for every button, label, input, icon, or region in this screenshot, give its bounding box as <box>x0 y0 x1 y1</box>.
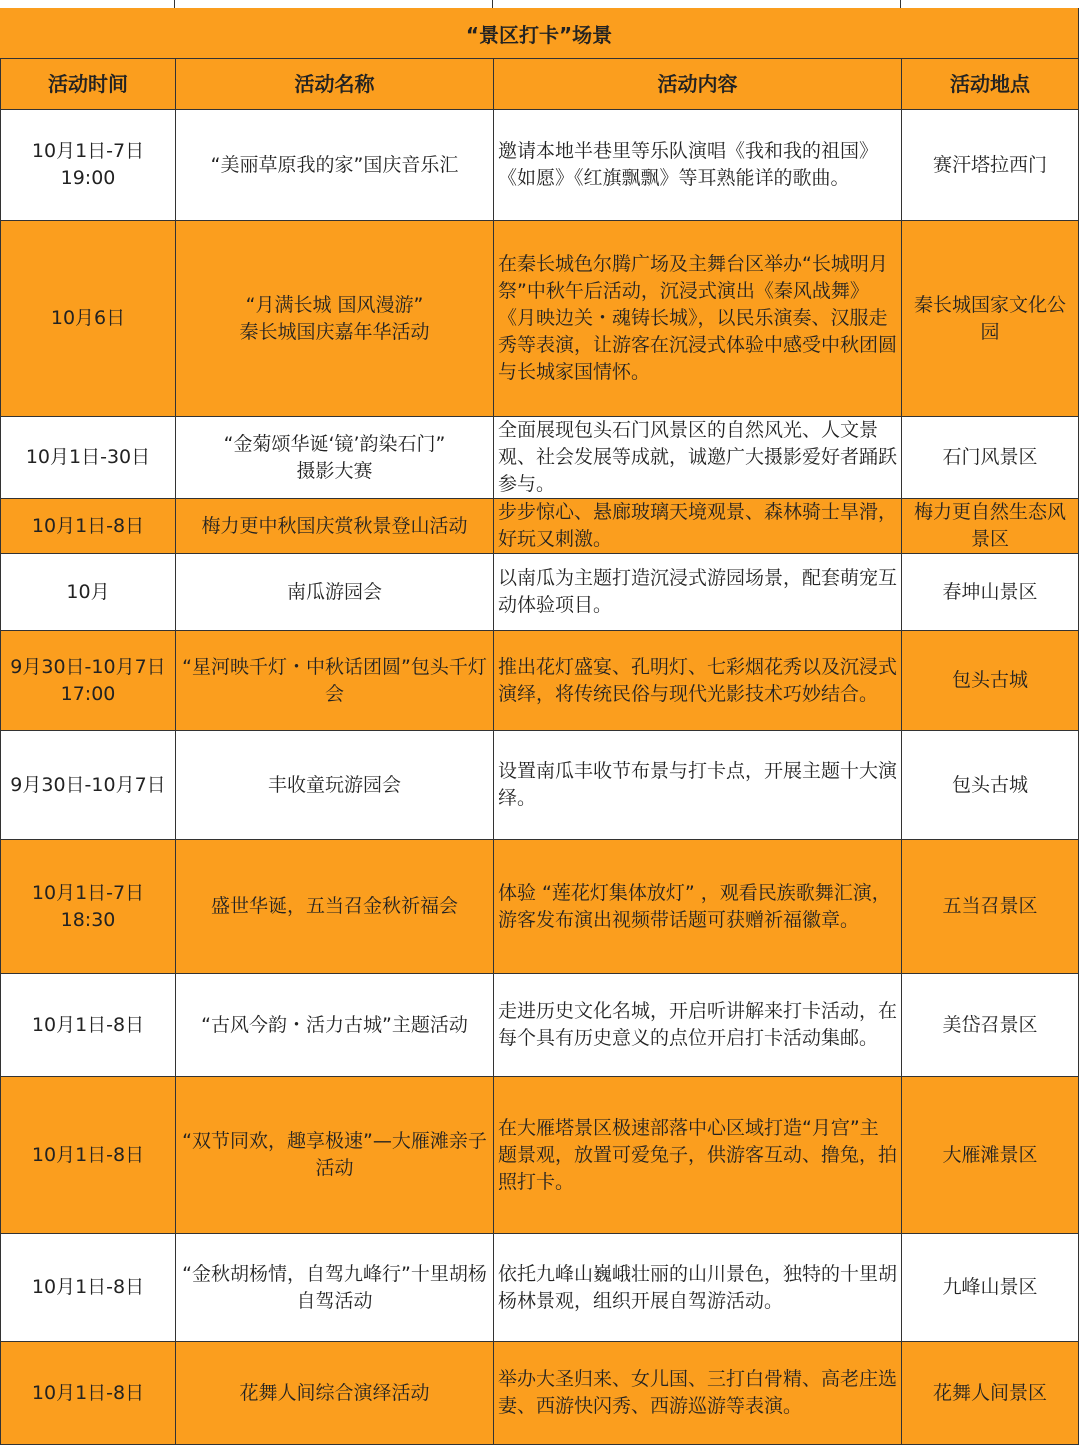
activity-name: “月满长城 国风漫游” 秦长城国庆嘉年华活动 <box>176 221 494 417</box>
activity-content: 推出花灯盛宴、孔明灯、七彩烟花秀以及沉浸式演绎，将传统民俗与现代光影技术巧妙结合。 <box>494 631 902 731</box>
table-row <box>1 731 1079 840</box>
activity-name: “双节同欢，趣享极速”—大雁滩亲子活动 <box>176 1077 494 1234</box>
activity-content: 体验 “莲花灯集体放灯” ，观看民族歌舞汇演，游客发布演出视频带话题可获赠祈福徽章。 <box>494 840 902 974</box>
activity-place: 赛汗塔拉西门 <box>902 110 1079 221</box>
activity-time: 10月1日-30日 <box>1 417 176 499</box>
table-header-row <box>1 59 1079 110</box>
table-row <box>1 840 1079 974</box>
activity-place: 梅力更自然生态风景区 <box>902 499 1079 554</box>
activity-name: “金秋胡杨情，自驾九峰行”十里胡杨自驾活动 <box>176 1234 494 1342</box>
activity-content: 步步惊心、悬廊玻璃天境观景、森林骑士旱滑，好玩又刺激。 <box>494 499 902 554</box>
activity-name: 盛世华诞，五当召金秋祈福会 <box>176 840 494 974</box>
activity-place: 大雁滩景区 <box>902 1077 1079 1234</box>
activity-time: 10月1日-8日 <box>1 974 176 1077</box>
activity-content: 设置南瓜丰收节布景与打卡点，开展主题十大演绎。 <box>494 731 902 840</box>
table-row <box>1 1234 1079 1342</box>
activity-time: 10月6日 <box>1 221 176 417</box>
activity-content: 邀请本地半巷里等乐队演唱《我和我的祖国》《如愿》《红旗飘飘》等耳熟能详的歌曲。 <box>494 110 902 221</box>
header-time: 活动时间 <box>1 59 176 110</box>
activity-place: 石门风景区 <box>902 417 1079 499</box>
header-name: 活动名称 <box>176 59 494 110</box>
activity-name: “美丽草原我的家”国庆音乐汇 <box>176 110 494 221</box>
activity-content: 依托九峰山巍峨壮丽的山川景色，独特的十里胡杨林景观，组织开展自驾游活动。 <box>494 1234 902 1342</box>
activity-place: 秦长城国家文化公园 <box>902 221 1079 417</box>
table-row <box>1 631 1079 731</box>
activity-place: 五当召景区 <box>902 840 1079 974</box>
table-row <box>1 554 1079 631</box>
activity-name: “古风今韵・活力古城”主题活动 <box>176 974 494 1077</box>
activity-content: 全面展现包头石门风景区的自然风光、人文景观、社会发展等成就，诚邀广大摄影爱好者踊跃参与。 <box>494 417 902 499</box>
activity-place: 美岱召景区 <box>902 974 1079 1077</box>
activity-time: 10月1日-7日 18:30 <box>1 840 176 974</box>
activity-time: 10月1日-8日 <box>1 499 176 554</box>
activity-name: 花舞人间综合演绎活动 <box>176 1342 494 1445</box>
table-row <box>1 1342 1079 1445</box>
activity-place: 花舞人间景区 <box>902 1342 1079 1445</box>
activity-table <box>0 58 1079 1445</box>
activity-time: 9月30日-10月7日 <box>1 731 176 840</box>
section-title: “景区打卡”场景 <box>0 8 1079 59</box>
activity-content: 以南瓜为主题打造沉浸式游园场景，配套萌宠互动体验项目。 <box>494 554 902 631</box>
activity-time: 10月1日-8日 <box>1 1342 176 1445</box>
activity-content: 举办大圣归来、女儿国、三打白骨精、高老庄选妻、西游快闪秀、西游巡游等表演。 <box>494 1342 902 1445</box>
activity-content: 在大雁塔景区极速部落中心区域打造“月宫”主题景观，放置可爱兔子，供游客互动、撸兔，拍照打卡。 <box>494 1077 902 1234</box>
activity-name: 丰收童玩游园会 <box>176 731 494 840</box>
table-row <box>1 417 1079 499</box>
activity-place: 包头古城 <box>902 731 1079 840</box>
activity-name: 南瓜游园会 <box>176 554 494 631</box>
activity-name: “星河映千灯・中秋话团圆”包头千灯会 <box>176 631 494 731</box>
activity-place: 春坤山景区 <box>902 554 1079 631</box>
table-body <box>1 110 1079 1445</box>
header-content: 活动内容 <box>494 59 902 110</box>
table-row <box>1 1077 1079 1234</box>
activity-place: 九峰山景区 <box>902 1234 1079 1342</box>
table-row <box>1 110 1079 221</box>
table-row <box>1 499 1079 554</box>
activity-content: 走进历史文化名城，开启听讲解来打卡活动，在每个具有历史意义的点位开启打卡活动集邮。 <box>494 974 902 1077</box>
activity-time: 10月1日-8日 <box>1 1234 176 1342</box>
header-place: 活动地点 <box>902 59 1079 110</box>
table-row <box>1 974 1079 1077</box>
activity-time: 10月1日-7日 19:00 <box>1 110 176 221</box>
activity-time: 10月 <box>1 554 176 631</box>
activity-place: 包头古城 <box>902 631 1079 731</box>
table-row <box>1 221 1079 417</box>
activity-name: 梅力更中秋国庆赏秋景登山活动 <box>176 499 494 554</box>
activity-name: “金菊颂华诞‘镜’韵染石门” 摄影大赛 <box>176 417 494 499</box>
activity-time: 9月30日-10月7日 17:00 <box>1 631 176 731</box>
activity-content: 在秦长城色尔腾广场及主舞台区举办“长城明月祭”中秋午后活动，沉浸式演出《秦风战舞》《月映边关・魂铸长城》，以民乐演奏、汉服走秀等表演，让游客在沉浸式体验中感受中秋团圆与长城家国情怀。 <box>494 221 902 417</box>
activity-time: 10月1日-8日 <box>1 1077 176 1234</box>
